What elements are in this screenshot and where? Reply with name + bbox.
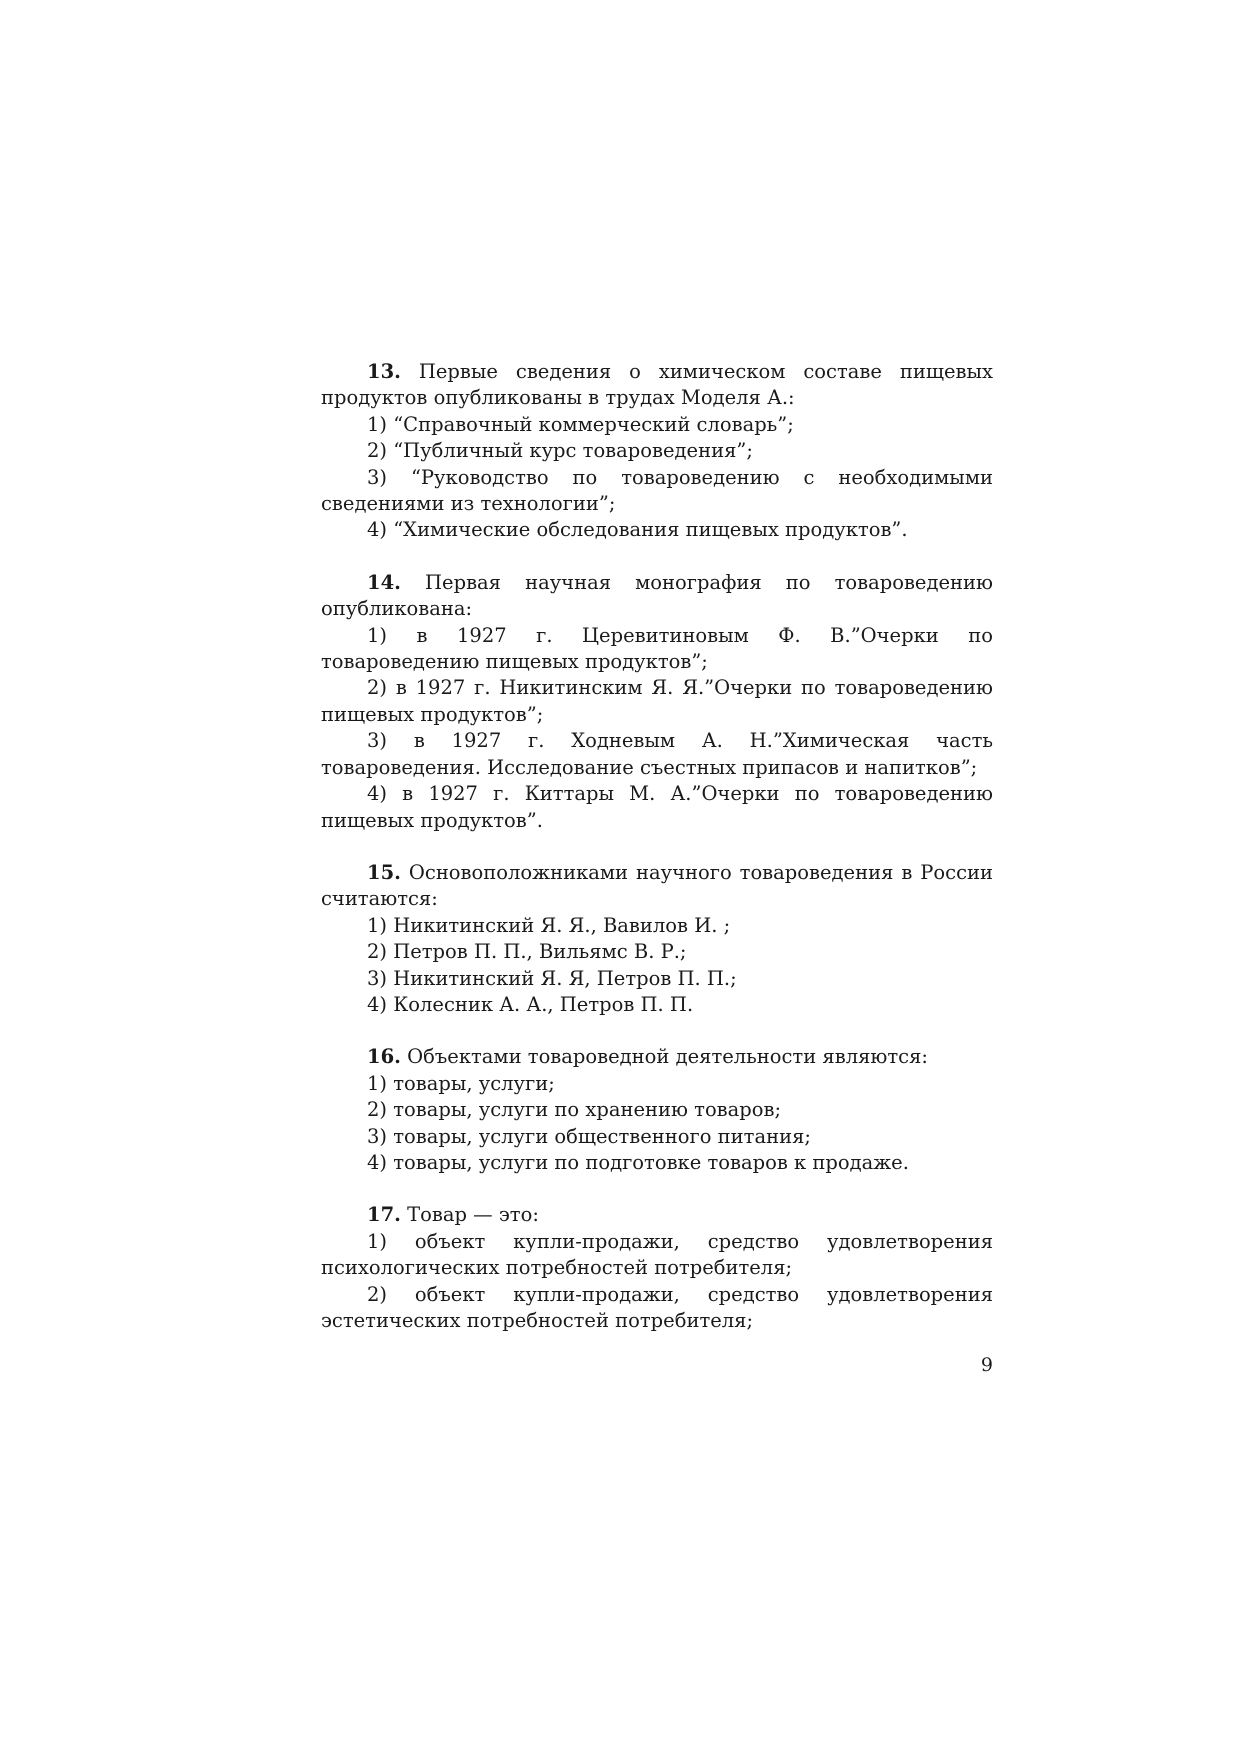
- page-body: [321, 359, 993, 1334]
- answer-option: 2) объект купли-продажи, средство удовлетворения эстетических потребностей потребителя;: [321, 1282, 993, 1332]
- question-number: 13.: [367, 360, 401, 383]
- question-14: [321, 570, 993, 834]
- answer-option: 2) товары, услуги по хранению товаров;: [367, 1098, 782, 1122]
- answer-option: 3) товары, услуги общественного питания;: [367, 1124, 811, 1148]
- answer-option: 3) в 1927 г. Ходневым А. Н.”Химическая часть товароведения. Исследование съестных припасов и напитков”;: [321, 729, 993, 779]
- question-number: 15.: [367, 860, 401, 884]
- answer-option: 1) “Справочный коммерческий словарь”;: [367, 412, 794, 436]
- question-text: Основоположниками научного товароведения в России считаются:: [321, 860, 993, 911]
- question-text: Товар — это:: [407, 1203, 539, 1227]
- answer-option: 3) “Руководство по товароведению с необходимыми сведениями из технологии”;: [321, 465, 993, 516]
- answer-option: 4) в 1927 г. Киттары М. А.”Очерки по товароведению пищевых продуктов”.: [321, 782, 993, 832]
- page-number: 9: [980, 1354, 993, 1376]
- answer-option: 2) “Публичный курс товароведения”;: [367, 439, 753, 463]
- question-prompt: [321, 570, 993, 623]
- answer-option: 3) Никитинский Я. Я, Петров П. П.;: [367, 966, 737, 990]
- answer-option: 1) в 1927 г. Церевитиновым Ф. В.”Очерки по товароведению пищевых продуктов”;: [321, 623, 993, 674]
- question-prompt: [321, 1044, 993, 1070]
- question-prompt: [321, 860, 993, 913]
- answer-option: 1) объект купли-продажи, средство удовлетворения психологических потребностей потребителя;: [321, 1229, 993, 1280]
- question-number: 14.: [367, 570, 401, 594]
- answer-option: 4) “Химические обследования пищевых продуктов”.: [367, 518, 908, 542]
- question-17: [321, 1202, 993, 1334]
- question-text: Первые сведения о химическом составе пищевых продуктов опубликованы в трудах Моделя А.:: [321, 360, 993, 410]
- question-text: Объектами товароведной деятельности являются:: [407, 1045, 928, 1069]
- question-13: [321, 359, 993, 544]
- question-number: 16.: [367, 1045, 401, 1069]
- question-15: [321, 860, 993, 1018]
- answer-option: 1) товары, услуги;: [367, 1071, 555, 1095]
- answer-option: 4) товары, услуги по подготовке товаров к продаже.: [367, 1150, 909, 1174]
- answer-option: 1) Никитинский Я. Я., Вавилов И. ;: [367, 913, 731, 937]
- answer-option: 2) Петров П. П., Вильямс В. Р.;: [367, 940, 687, 964]
- answer-option: 2) в 1927 г. Никитинским Я. Я.”Очерки по товароведению пищевых продуктов”;: [321, 676, 993, 726]
- question-prompt: [321, 359, 993, 412]
- question-number: 17.: [367, 1203, 401, 1227]
- question-16: [321, 1044, 993, 1176]
- question-text: Первая научная монография по товароведению опубликована:: [321, 570, 993, 621]
- answer-option: 4) Колесник А. А., Петров П. П.: [367, 992, 694, 1016]
- question-prompt: [321, 1202, 993, 1228]
